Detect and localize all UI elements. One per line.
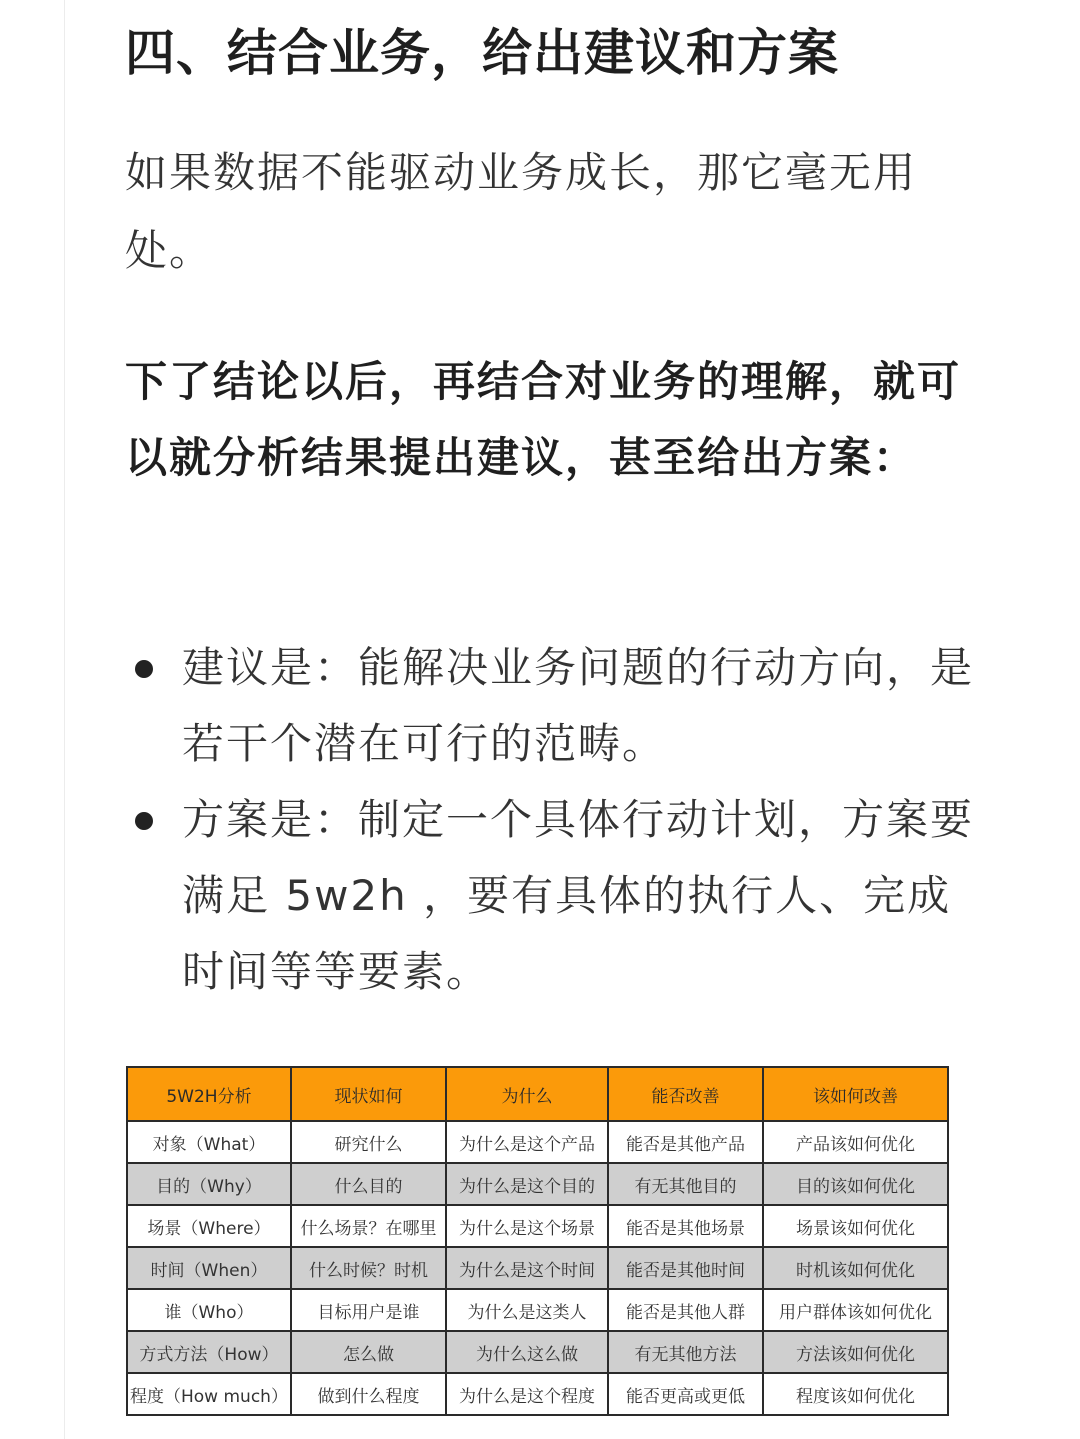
bullet-list: [125, 630, 975, 1010]
table-cell: 做到什么程度: [291, 1373, 446, 1415]
table-cell: 方法该如何优化: [763, 1331, 948, 1373]
analysis-table-container: [126, 1066, 949, 1416]
bullet-dot-icon: [135, 660, 153, 678]
table-row: [127, 1205, 948, 1247]
table-cell: 什么时候？时机: [291, 1247, 446, 1289]
table-row: [127, 1163, 948, 1205]
table-header-row: [127, 1067, 948, 1121]
table-cell: 为什么这么做: [446, 1331, 608, 1373]
table-cell: 为什么是这个产品: [446, 1121, 608, 1163]
intro-paragraph: 如果数据不能驱动业务成长，那它毫无用处。: [125, 148, 918, 275]
table-cell: 程度（How much）: [127, 1373, 291, 1415]
table-cell: 能否是其他时间: [608, 1247, 763, 1289]
table-cell: 能否更高或更低: [608, 1373, 763, 1415]
table-cell: 为什么是这个场景: [446, 1205, 608, 1247]
table-cell: 为什么是这类人: [446, 1289, 608, 1331]
bullet-item-suggestion: [125, 630, 975, 782]
table-cell: 时间（When）: [127, 1247, 291, 1289]
table-cell: 用户群体该如何优化: [763, 1289, 948, 1331]
table-cell: 目的（Why）: [127, 1163, 291, 1205]
table-cell: 研究什么: [291, 1121, 446, 1163]
table-header-cell: 现状如何: [291, 1067, 446, 1121]
table-cell: 能否是其他产品: [608, 1121, 763, 1163]
page-left-border: [64, 0, 65, 1439]
table-row: [127, 1121, 948, 1163]
table-cell: 为什么是这个程度: [446, 1373, 608, 1415]
table-cell: 为什么是这个目的: [446, 1163, 608, 1205]
table-row: [127, 1373, 948, 1415]
table-header-cell: 5W2H分析: [127, 1067, 291, 1121]
table-header-cell: 能否改善: [608, 1067, 763, 1121]
table-cell: 能否是其他人群: [608, 1289, 763, 1331]
table-cell: 场景该如何优化: [763, 1205, 948, 1247]
table-cell: 目的该如何优化: [763, 1163, 948, 1205]
section-heading: 四、结合业务，给出建议和方案: [125, 24, 839, 82]
table-cell: 怎么做: [291, 1331, 446, 1373]
table-cell: 对象（What）: [127, 1121, 291, 1163]
table-cell: 产品该如何优化: [763, 1121, 948, 1163]
table-cell: 有无其他目的: [608, 1163, 763, 1205]
bullet-item-plan: [125, 782, 975, 1010]
table-row: [127, 1247, 948, 1289]
table-row: [127, 1331, 948, 1373]
bullet-dot-icon: [135, 812, 153, 830]
bullet-text: 建议是：能解决业务问题的行动方向，是若干个潜在可行的范畴。: [182, 643, 975, 768]
table-row: [127, 1289, 948, 1331]
table-cell: 程度该如何优化: [763, 1373, 948, 1415]
table-cell: 能否是其他场景: [608, 1205, 763, 1247]
5w2h-table: [126, 1066, 949, 1416]
table-cell: 什么目的: [291, 1163, 446, 1205]
table-cell: 目标用户是谁: [291, 1289, 446, 1331]
table-cell: 谁（Who）: [127, 1289, 291, 1331]
table-cell: 时机该如何优化: [763, 1247, 948, 1289]
bullet-text: 方案是：制定一个具体行动计划，方案要满足 5w2h ，要有具体的执行人、完成时间等等要素。: [182, 795, 975, 996]
table-cell: 什么场景？在哪里: [291, 1205, 446, 1247]
table-header-cell: 该如何改善: [763, 1067, 948, 1121]
bold-paragraph: 下了结论以后，再结合对业务的理解，就可以就分析结果提出建议，甚至给出方案：: [125, 357, 962, 482]
table-cell: 为什么是这个时间: [446, 1247, 608, 1289]
table-header-cell: 为什么: [446, 1067, 608, 1121]
table-cell: 有无其他方法: [608, 1331, 763, 1373]
table-cell: 方式方法（How）: [127, 1331, 291, 1373]
table-cell: 场景（Where）: [127, 1205, 291, 1247]
